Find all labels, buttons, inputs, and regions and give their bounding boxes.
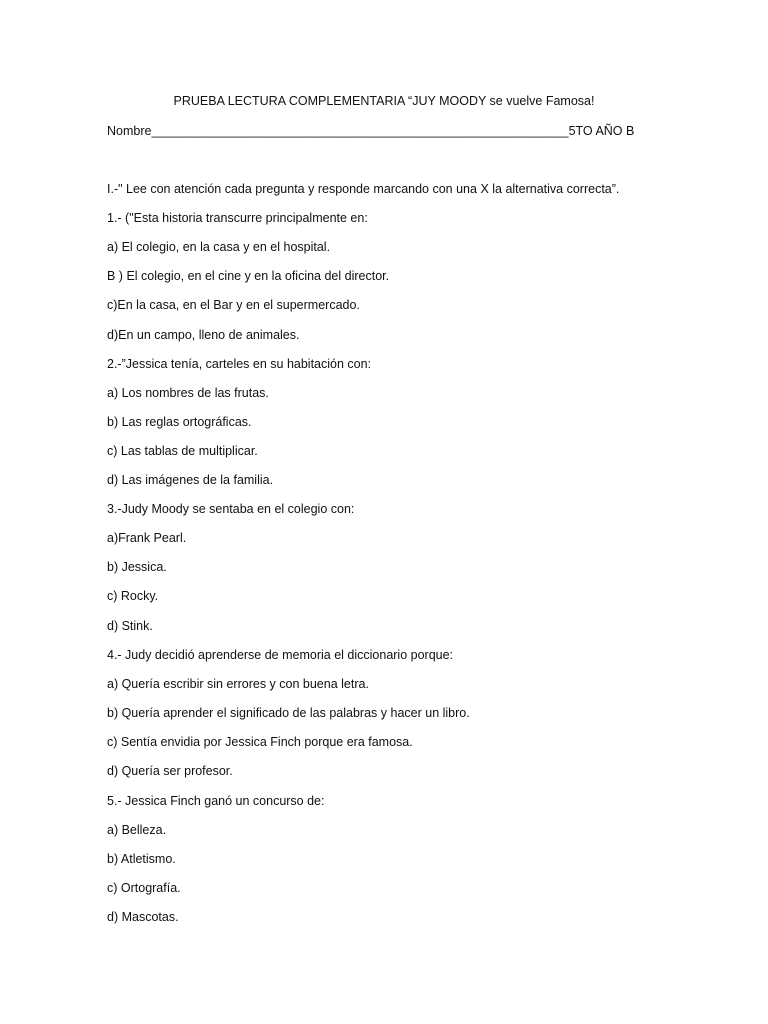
page-title: PRUEBA LECTURA COMPLEMENTARIA “JUY MOODY se vuelve Famosa! <box>173 94 595 108</box>
question-5-option-a: a) Belleza. <box>107 823 167 837</box>
question-1-option-b: B ) El colegio, en el cine y en la oficina del director. <box>107 269 390 283</box>
question-2: 2.-”Jessica tenía, carteles en su habitación con: <box>107 357 372 371</box>
instructions: I.-" Lee con atención cada pregunta y responde marcando con una X la alternativa correcta”. <box>107 182 620 196</box>
question-3-option-b: b) Jessica. <box>107 560 167 574</box>
question-3-option-a: a)Frank Pearl. <box>107 531 187 545</box>
question-3-option-d: d) Stink. <box>107 619 153 633</box>
name-line: Nombre____________________________________________________________5TO AÑO B <box>107 124 635 138</box>
question-2-option-a: a) Los nombres de las frutas. <box>107 386 269 400</box>
question-1-option-d: d)En un campo, lleno de animales. <box>107 328 300 342</box>
question-5: 5.- Jessica Finch ganó un concurso de: <box>107 794 325 808</box>
question-4-option-d: d) Quería ser profesor. <box>107 764 233 778</box>
question-2-option-b: b) Las reglas ortográficas. <box>107 415 252 429</box>
question-1-option-c: c)En la casa, en el Bar y en el supermercado. <box>107 298 360 312</box>
question-5-option-b: b) Atletismo. <box>107 852 176 866</box>
question-4-option-c: c) Sentía envidia por Jessica Finch porque era famosa. <box>107 735 413 749</box>
question-1: 1.- ("Esta historia transcurre principalmente en: <box>107 211 368 225</box>
question-4: 4.- Judy decidió aprenderse de memoria el diccionario porque: <box>107 648 454 662</box>
question-2-option-d: d) Las imágenes de la familia. <box>107 473 274 487</box>
question-5-option-d: d) Mascotas. <box>107 910 179 924</box>
question-2-option-c: c) Las tablas de multiplicar. <box>107 444 258 458</box>
question-4-option-b: b) Quería aprender el significado de las palabras y hacer un libro. <box>107 706 470 720</box>
question-5-option-c: c) Ortografía. <box>107 881 181 895</box>
question-3: 3.-Judy Moody se sentaba en el colegio con: <box>107 502 355 516</box>
question-4-option-a: a) Quería escribir sin errores y con buena letra. <box>107 677 369 691</box>
question-1-option-a: a) El colegio, en la casa y en el hospital. <box>107 240 331 254</box>
question-3-option-c: c) Rocky. <box>107 589 159 603</box>
